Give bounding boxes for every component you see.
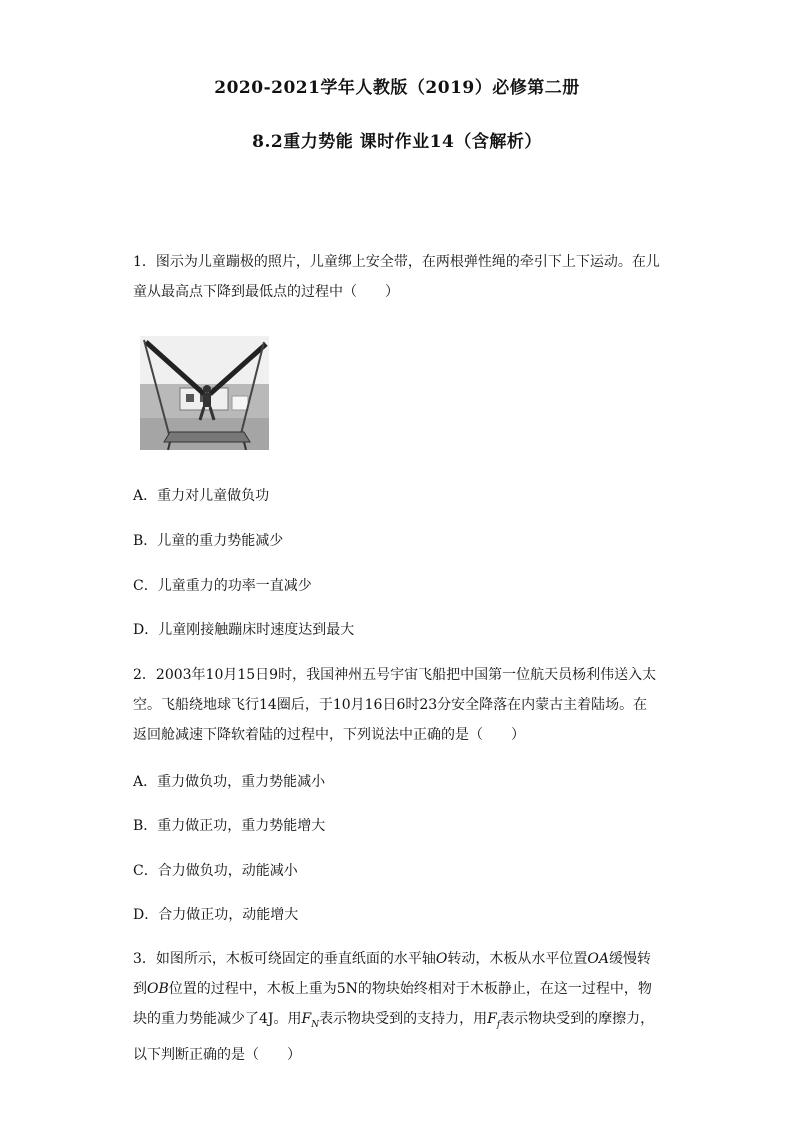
question-1-option-a: A．重力对儿童做负功: [133, 488, 270, 504]
bungee-photo-image: [140, 336, 269, 450]
question-2-line-2: 空。飞船绕地球飞行14圈后，于10月16日6时23分安全降落在内蒙古主着陆场。在: [133, 697, 648, 713]
question-2-option-b: B．重力做正功，重力势能增大: [133, 818, 326, 834]
question-1-option-b: B．儿童的重力势能减少: [133, 533, 284, 549]
question-1-option-c: C．儿童重力的功率一直减少: [133, 578, 312, 594]
question-1-line-1: 1．图示为儿童蹦极的照片，儿童绑上安全带，在两根弹性绳的牵引下上下运动。在儿: [133, 254, 660, 270]
position-ob-label: OB: [147, 981, 169, 997]
question-1-option-d: D．儿童刚接触蹦床时速度达到最大: [133, 622, 355, 638]
title-line-1: 2020-2021学年人教版（2019）必修第二册: [214, 78, 580, 98]
question-2-line-3: 返回舱减速下降软着陆的过程中，下列说法中正确的是（ ）: [133, 727, 525, 743]
question-1-stem: [133, 247, 663, 307]
question-3-line-3: 块的重力势能减少了4J。用$F_N$表示物块受到的支持力，用$F_f$表示物块受到的摩擦力，: [133, 1011, 655, 1030]
support-force-symbol: $F_N$: [301, 1011, 320, 1030]
question-2-option-d: D．合力做正功，动能增大: [133, 907, 299, 923]
question-3-line-4: 以下判断正确的是（ ）: [133, 1046, 301, 1063]
friction-force-symbol: $F_f$: [487, 1011, 501, 1030]
question-1-line-2: 童从最高点下降到最低点的过程中（ ）: [133, 284, 399, 300]
question-2-stem: [133, 660, 663, 750]
question-3-stem: [133, 944, 663, 1070]
question-2-option-c: C．合力做负功，动能减小: [133, 863, 298, 879]
position-oa-label: OA: [587, 951, 609, 967]
question-2-option-a: A．重力做负功，重力势能减小: [133, 774, 326, 790]
title-line-2: 8.2重力势能 课时作业14（含解析）: [252, 132, 542, 152]
bungee-photo: [140, 336, 269, 450]
question-3-line-1: 3．如图所示，木板可绕固定的垂直纸面的水平轴O转动，木板从水平位置OA缓慢转: [133, 951, 651, 967]
axis-o-label: O: [435, 951, 448, 967]
question-2-line-1: 2．2003年10月15日9时，我国神州五号宇宙飞船把中国第一位航天员杨利伟送入太: [133, 667, 657, 683]
question-3-line-2: 到OB位置的过程中，木板上重为5N的物块始终相对于木板静止，在这一过程中，物: [133, 981, 652, 997]
